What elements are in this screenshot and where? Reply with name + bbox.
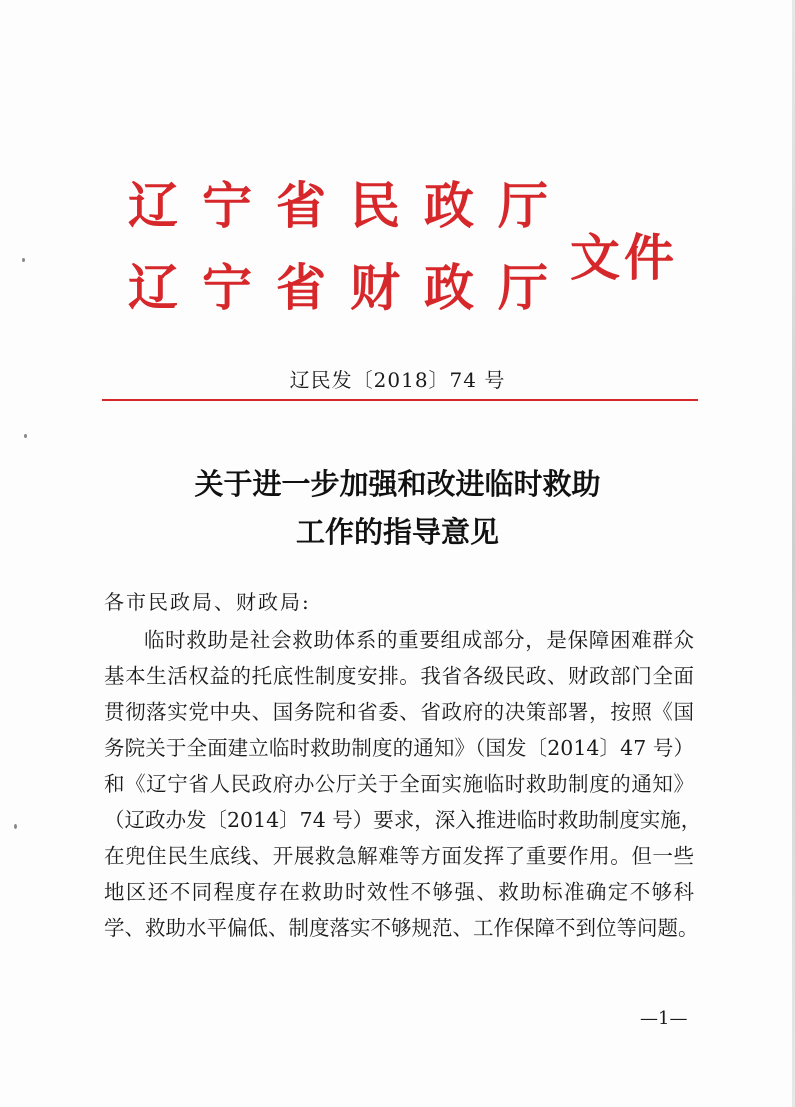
body-line: 贯彻落实党中央、国务院和省委、省政府的决策部署，按照《国 bbox=[104, 700, 694, 724]
red-divider-line bbox=[102, 399, 698, 401]
salutation: 各市民政局、财政局: bbox=[104, 590, 311, 614]
scan-speck bbox=[24, 434, 27, 438]
issuing-org-finance: 辽宁省财政厅 bbox=[128, 258, 572, 317]
scan-speck bbox=[14, 824, 17, 829]
page-number: —1— bbox=[640, 1008, 688, 1029]
body-line: 基本生活权益的托底性制度安排。我省各级民政、财政部门全面 bbox=[104, 664, 694, 688]
document-title-line-1: 关于进一步加强和改进临时救助 bbox=[194, 467, 601, 501]
body-line: 临时救助是社会救助体系的重要组成部分，是保障困难群众 bbox=[144, 628, 694, 652]
issuing-org-civil-affairs: 辽宁省民政厅 bbox=[128, 176, 572, 235]
body-line: 务院关于全面建立临时救助制度的通知》（国发〔2014〕47 号） bbox=[104, 736, 694, 760]
document-number: 辽民发〔2018〕74 号 bbox=[289, 368, 506, 392]
scan-speck bbox=[22, 258, 25, 262]
document-label: 文件 bbox=[570, 228, 678, 287]
document-title-line-2: 工作的指导意见 bbox=[295, 515, 499, 549]
body-line: 学、救助水平偏低、制度落实不够规范、工作保障不到位等问题。 bbox=[104, 916, 699, 940]
body-line: 地区还不同程度存在救助时效性不够强、救助标准确定不够科 bbox=[104, 880, 694, 904]
body-paragraph bbox=[104, 622, 702, 946]
body-line: 在兜住民生底线、开展救急解难等方面发挥了重要作用。但一些 bbox=[104, 844, 694, 868]
body-line: 和《辽宁省人民政府办公厅关于全面实施临时救助制度的通知》 bbox=[104, 772, 694, 796]
body-line: （辽政办发〔2014〕74 号）要求，深入推进临时救助制度实施， bbox=[104, 808, 702, 832]
